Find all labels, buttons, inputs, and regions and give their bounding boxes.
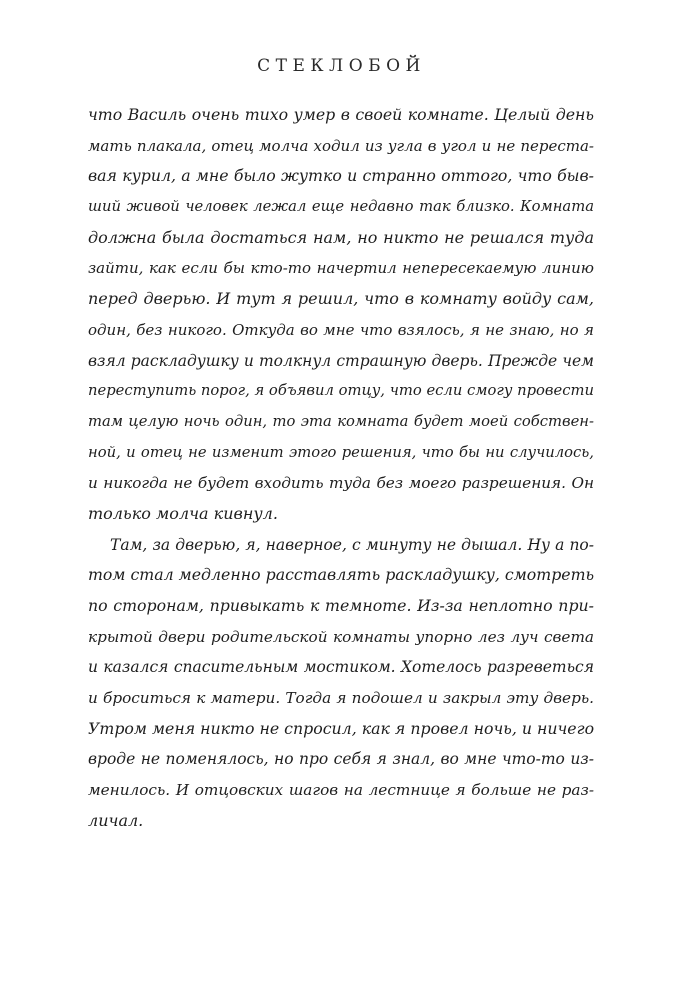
text-line: переступить порог, я объявил отцу, что если смогу провести [88,382,594,400]
text-line: том стал медленно расставлять раскладушку, смотреть [88,565,595,585]
text-line: взял раскладушку и толкнул страшную дверь. Прежде чем [88,351,594,370]
text-line: крытой двери родительской комнаты упорно лез луч света [88,627,594,646]
text-line: и казался спасительным мостиком. Хотелось разреветься [88,658,594,677]
text-line: ной, и отец не изменит этого решения, что бы ни случилось, [88,443,594,461]
text-line: что Василь очень тихо умер в своей комнате. Целый день [88,105,594,124]
text-line: там целую ночь один, то эта комната будет моей собствен- [88,412,594,430]
text-line: личал. [88,810,144,830]
text-line: вроде не поменялось, но про себя я знал, во мне что-то из- [88,750,594,769]
text-line: по сторонам, привыкать к темноте. Из-за неплотно при- [88,596,594,615]
text-line: Утром меня никто не спросил, как я провел ночь, и ничего [88,718,595,738]
paragraph [88,530,594,837]
text-line: и никогда не будет входить туда без моего разрешения. Он [88,474,594,493]
text-line: и броситься к матери. Тогда я подошел и закрыл эту дверь. [88,689,594,708]
text-line: только молча кивнул. [88,503,278,523]
text-line: зайти, как если бы кто-то начертил непересекаемую линию [88,259,594,278]
text-line: один, без никого. Откуда во мне что взялось, я не знаю, но я [88,320,594,339]
text-line: вая курил, а мне было жутко и странно оттого, что быв- [88,166,594,186]
text-line: менилось. И отцовских шагов на лестнице я больше не раз- [88,781,594,800]
body-text [88,100,594,837]
text-line: Там, за дверью, я, наверное, с минуту не дышал. Ну а по- [110,535,594,554]
running-head: СТЕКЛОБОЙ [257,56,426,76]
text-line: перед дверью. И тут я решил, что в комнату войду сам, [88,289,594,309]
text-line: мать плакала, отец молча ходил из угла в угол и не перестa- [88,136,594,155]
paragraph [88,100,594,530]
text-line: должна была достаться нам, но никто не решался туда [88,227,594,247]
text-line: ший живой человек лежал еще недавно так близко. Комната [88,198,594,216]
